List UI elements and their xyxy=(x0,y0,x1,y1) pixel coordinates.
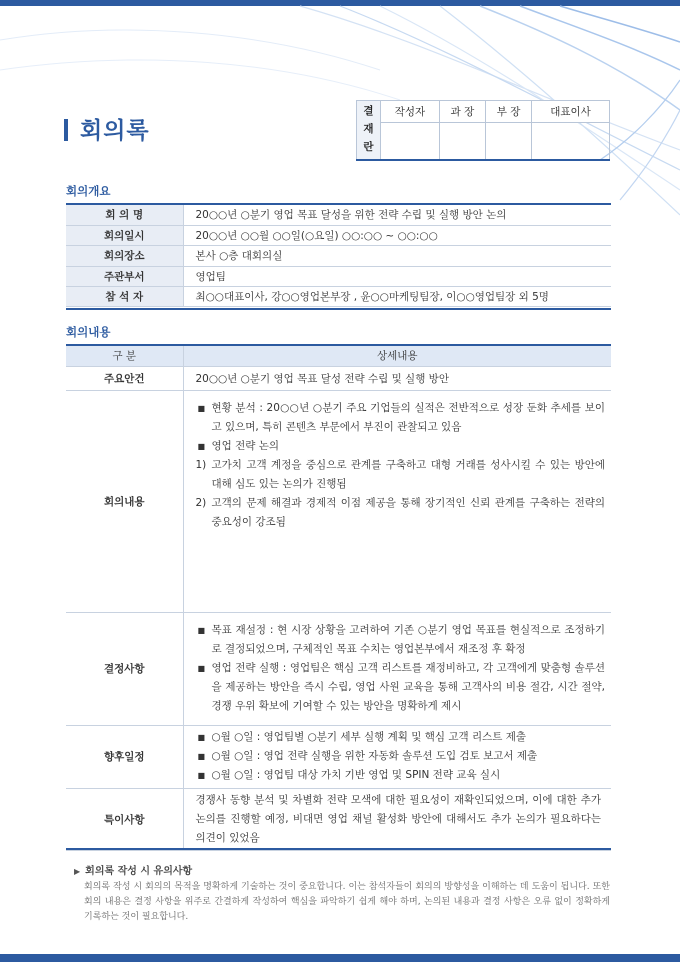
list-item xyxy=(196,456,606,494)
approval-header-writer: 작성자 xyxy=(381,101,440,123)
overview-table xyxy=(66,205,611,307)
schedule-items xyxy=(183,725,611,788)
bottom-accent-bar xyxy=(0,954,680,962)
content-bottom-rule xyxy=(66,848,611,850)
page-title: 회의록 xyxy=(80,118,150,144)
square-bullet-icon: ■ xyxy=(197,771,206,780)
note-title: 회의록 작성 시 유의사항 xyxy=(85,866,193,877)
list-item xyxy=(196,659,606,716)
list-item-text: 영업 전략 실행 : 영업팀은 핵심 고객 리스트를 재정비하고, 각 고객에게 맞춤형 솔루션을 제공하는 방안을 즉시 수립, 영업 사원 교육을 통해 고객사의 비용 절감, 시간 절약, 경쟁 우위 확보에 기여할 수 있는 방안을 명확하게 제시 xyxy=(211,662,605,712)
overview-value: 20○○년 ○○월 ○○일(○요일) ○○:○○ ~ ○○:○○ xyxy=(183,225,611,245)
agenda-value: 20○○년 ○분기 영업 목표 달성 전략 수립 및 실행 방안 xyxy=(183,366,611,390)
list-item xyxy=(196,399,606,437)
list-number: 2) xyxy=(195,496,207,509)
overview-key: 회의장소 xyxy=(66,246,183,266)
note-heading xyxy=(74,862,610,877)
overview-section-title: 회의개요 xyxy=(66,184,111,198)
overview-key: 회 의 명 xyxy=(66,205,183,225)
list-item xyxy=(196,494,606,532)
approval-label-char: 란 xyxy=(363,140,374,153)
content-header-key: 구 분 xyxy=(66,346,183,366)
overview-bottom-rule xyxy=(66,308,611,310)
table-row xyxy=(66,390,611,612)
square-bullet-icon: ■ xyxy=(197,626,206,635)
list-item-text: 목표 재설정 : 현 시장 상황을 고려하여 기존 ○분기 영업 목표를 현실적으로 조정하기로 결정되었으며, 구체적인 목표 수치는 영업본부에서 재조정 후 확정 xyxy=(211,624,605,655)
table-row xyxy=(66,246,611,266)
overview-value: 최○○대표이사, 강○○영업본부장 , 윤○○마케팅팀장, 이○○영업팀장 외 5명 xyxy=(183,287,611,307)
overview-key: 주관부서 xyxy=(66,266,183,286)
meeting-key: 회의내용 xyxy=(66,390,183,612)
agenda-key: 주요안건 xyxy=(66,366,183,390)
list-item xyxy=(196,621,606,659)
list-number: 1) xyxy=(195,458,207,471)
title-accent-bar xyxy=(64,119,68,141)
content-section-title: 회의내용 xyxy=(66,325,111,339)
table-row xyxy=(66,225,611,245)
table-row xyxy=(66,725,611,788)
approval-sign-cell[interactable] xyxy=(532,123,610,160)
square-bullet-icon: ■ xyxy=(197,733,206,742)
approval-header-dept-head: 부 장 xyxy=(485,101,531,123)
content-header-value: 상세내용 xyxy=(183,346,611,366)
approval-sign-cell[interactable] xyxy=(439,123,485,160)
schedule-key: 향후일정 xyxy=(66,725,183,788)
decision-items xyxy=(183,612,611,725)
square-bullet-icon: ■ xyxy=(197,441,206,451)
meeting-items xyxy=(183,390,611,612)
list-item-text: 고가치 고객 계정을 중심으로 관계를 구축하고 대형 거래를 성사시킬 수 있는 방안에 대해 심도 있는 논의가 진행됨 xyxy=(211,458,605,490)
list-item xyxy=(196,437,606,456)
square-bullet-icon: ■ xyxy=(197,403,206,413)
overview-value: 영업팀 xyxy=(183,266,611,286)
special-text: 경쟁사 동향 분석 및 차별화 전략 모색에 대한 필요성이 재확인되었으며, 이에 대한 추가 논의를 진행할 예정, 비대면 영업 채널 활성화 방안에 대해서도 추가 논의가 필요하다는 의견이 있었음 xyxy=(195,793,601,844)
writing-notes xyxy=(74,862,610,925)
approval-sign-cell[interactable] xyxy=(485,123,531,160)
content-table xyxy=(66,346,611,851)
list-item-text: 고객의 문제 해결과 경제적 이점 제공을 통해 장기적인 신뢰 관계를 구축하는 전략의 중요성이 강조됨 xyxy=(211,496,605,528)
overview-key: 회의일시 xyxy=(66,225,183,245)
list-item xyxy=(196,728,606,747)
special-text-cell xyxy=(183,788,611,850)
approval-header-section-chief: 과 장 xyxy=(439,101,485,123)
list-item-text: ○월 ○일 : 영업팀별 ○분기 세부 실행 계획 및 핵심 고객 리스트 제출 xyxy=(211,731,527,743)
approval-label-char: 결 xyxy=(363,105,374,118)
table-row xyxy=(66,788,611,850)
table-header-row xyxy=(66,346,611,366)
approval-header-ceo: 대표이사 xyxy=(532,101,610,123)
table-row xyxy=(66,287,611,307)
table-row xyxy=(66,366,611,390)
approval-sign-cell[interactable] xyxy=(381,123,440,160)
list-item xyxy=(196,766,606,785)
decision-key: 결정사항 xyxy=(66,612,183,725)
table-row xyxy=(66,266,611,286)
square-bullet-icon: ■ xyxy=(197,664,206,673)
overview-value: 본사 ○층 대회의실 xyxy=(183,246,611,266)
square-bullet-icon: ■ xyxy=(197,752,206,761)
approval-table xyxy=(356,100,610,160)
approval-label-char: 재 xyxy=(363,123,374,136)
table-row xyxy=(66,612,611,725)
list-item-text: ○월 ○일 : 영업팀 대상 가치 기반 영업 및 SPIN 전략 교육 실시 xyxy=(211,769,501,781)
special-key: 특이사항 xyxy=(66,788,183,850)
list-item-text: 현황 분석 : 20○○년 ○분기 주요 기업들의 실적은 전반적으로 성장 둔화 추세를 보이고 있으며, 특히 콘텐츠 부문에서 부진이 관찰되고 있음 xyxy=(211,401,605,433)
triangle-right-icon: ▶ xyxy=(74,867,81,876)
approval-label xyxy=(357,101,381,160)
note-body: 회의록 작성 시 회의의 목적을 명확하게 기술하는 것이 중요합니다. 이는 참석자들이 회의의 방향성을 이해하는 데 도움이 됩니다. 또한 회의 내용은 결정 사항을 위주로 간결하게 작성하여 핵심을 파악하기 쉽게 해야 하며, 논의된 내용과 결정 사항은 오류 없이 정확하게 기록하는 것이 필요합니다. xyxy=(84,882,610,922)
overview-value: 20○○년 ○분기 영업 목표 달성을 위한 전략 수립 및 실행 방안 논의 xyxy=(183,205,611,225)
list-item-text: ○월 ○일 : 영업 전략 실행을 위한 자동화 솔루션 도입 검토 보고서 제출 xyxy=(211,750,538,762)
table-row xyxy=(66,205,611,225)
list-item xyxy=(196,747,606,766)
overview-key: 참 석 자 xyxy=(66,287,183,307)
approval-bottom-rule xyxy=(356,159,610,161)
list-item-text: 영업 전략 논의 xyxy=(211,439,280,452)
